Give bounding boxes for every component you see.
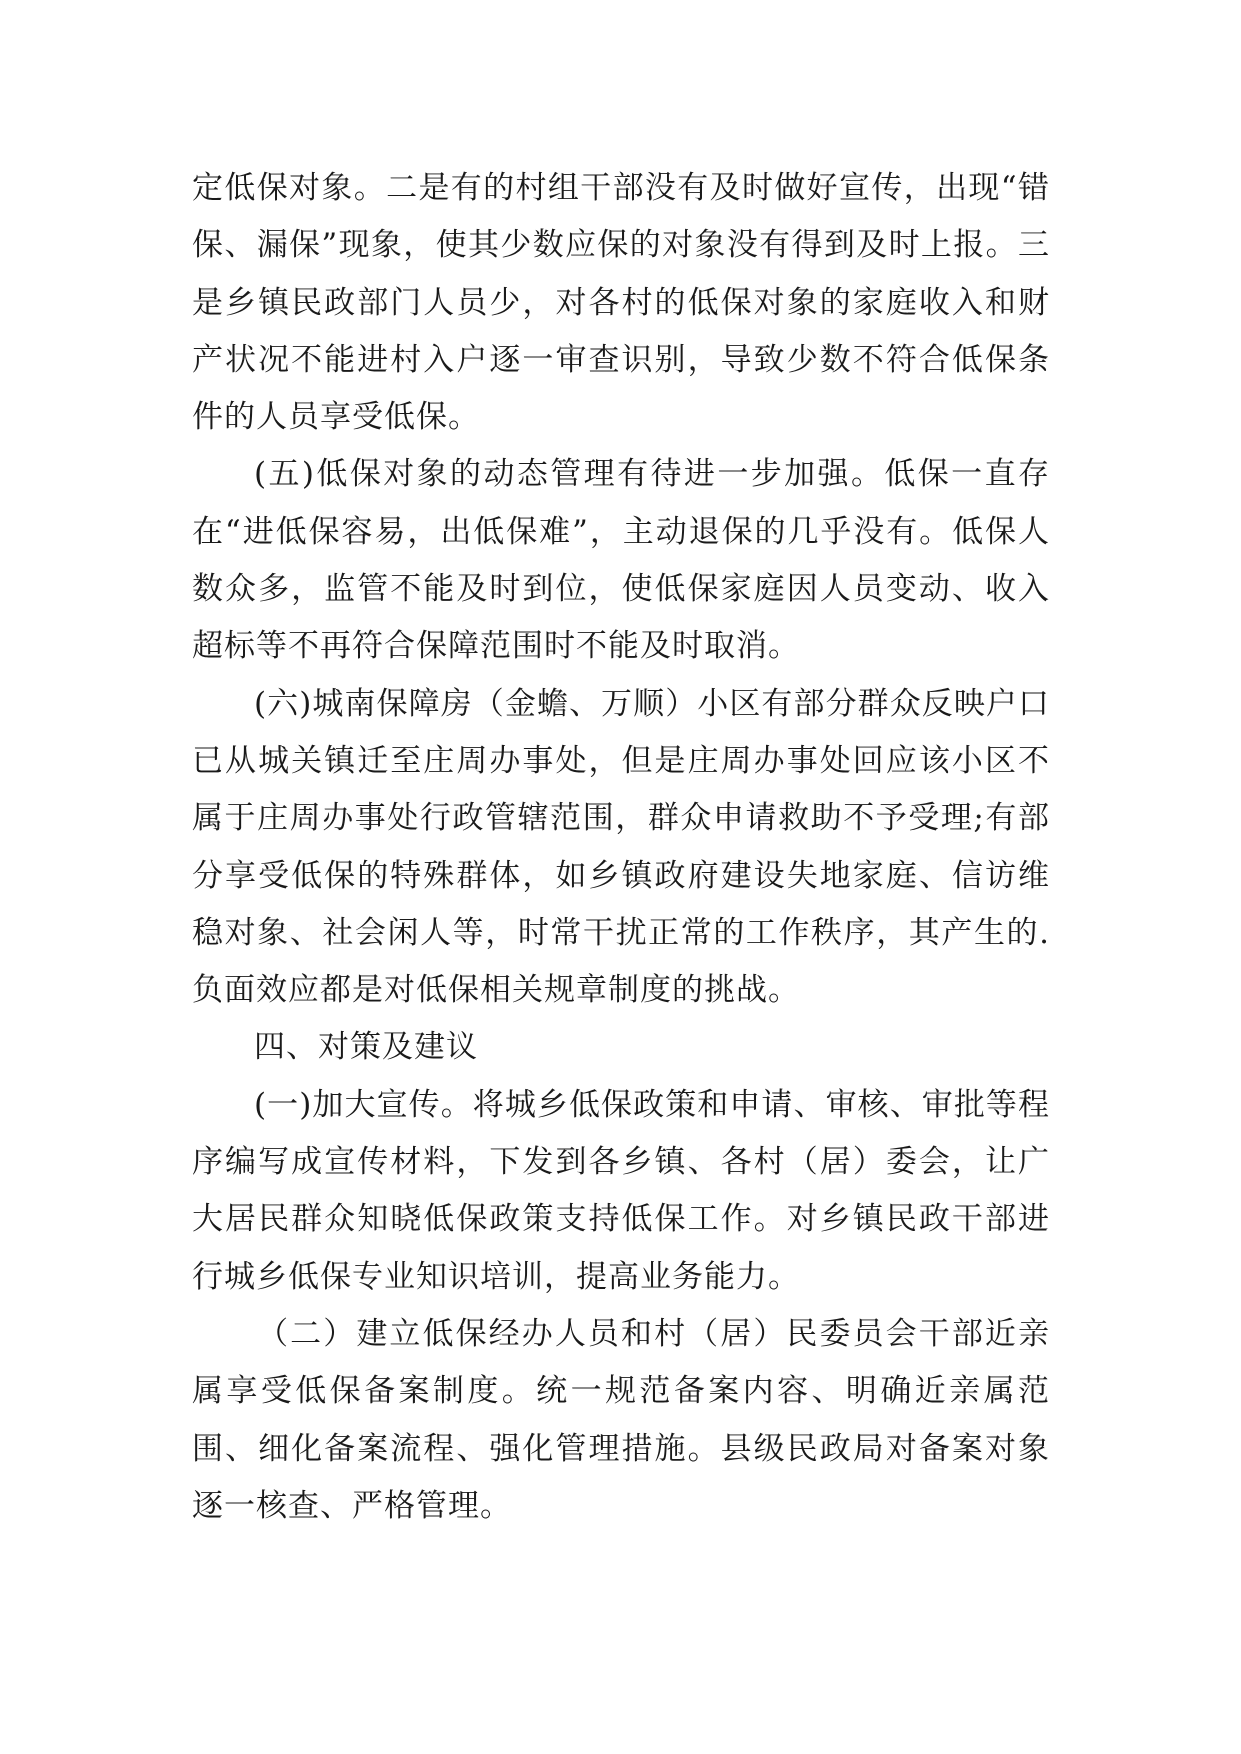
section-heading-countermeasures: 四、对策及建议 xyxy=(254,1029,478,1066)
paragraph-dynamic-management: (五)低保对象的动态管理有待进一步加强。低保一直存在“进低保容易，出低保难”，主动退保的几乎没有。低保人数众多，监管不能及时到位，使低保家庭因人员变动、收入超标等不再符合保障范围时不能及时取消。 xyxy=(192,456,1050,665)
paragraph-chengnan-housing: (六)城南保障房（金蟾、万顺）小区有部分群众反映户口已从城关镇迁至庄周办事处，但是庄周办事处回应该小区不属于庄周办事处行政管辖范围，群众申请救助不予受理;有部分享受低保的特殊群体，如乡镇政府建设失地家庭、信访维稳对象、社会闲人等，时常干扰正常的工作秩序，其产生的.负面效应都是对低保相关规章制度的挑战。 xyxy=(192,685,1050,1009)
document-body xyxy=(192,160,1050,1535)
paragraph-filing-system: （二）建立低保经办人员和村（居）民委员会干部近亲属享受低保备案制度。统一规范备案内容、明确近亲属范围、细化备案流程、强化管理措施。县级民政局对备案对象逐一核查、严格管理。 xyxy=(192,1315,1050,1524)
paragraph-publicity: (一)加大宣传。将城乡低保政策和申请、审核、审批等程序编写成宣传材料，下发到各乡镇、各村（居）委会，让广大居民群众知晓低保政策支持低保工作。对乡镇民政干部进行城乡低保专业知识培训，提高业务能力。 xyxy=(192,1086,1050,1295)
paragraph-low-income-identification: 定低保对象。二是有的村组干部没有及时做好宣传，出现“错保、漏保”现象，使其少数应保的对象没有得到及时上报。三是乡镇民政部门人员少，对各村的低保对象的家庭收入和财产状况不能进村入户逐一审查识别，导致少数不符合低保条件的人员享受低保。 xyxy=(192,170,1050,436)
